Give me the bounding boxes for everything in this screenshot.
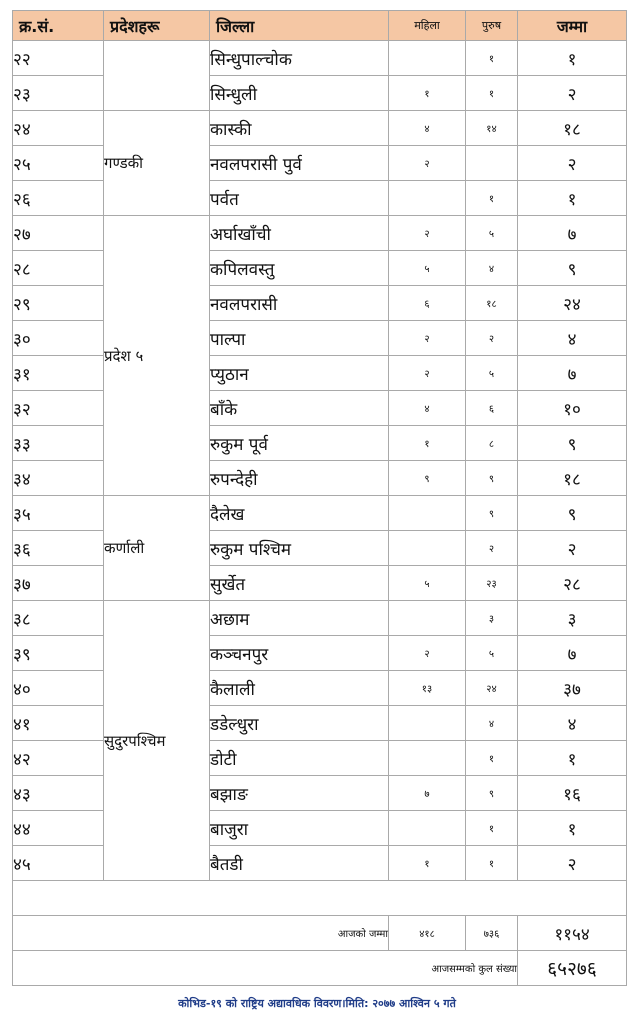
serial-number-cell: ३८ [13, 601, 104, 636]
total-count-cell: ३ [518, 601, 627, 636]
district-cell: बैतडी [210, 846, 389, 881]
total-count-cell: २ [518, 76, 627, 111]
male-count-cell: ४ [466, 706, 518, 741]
table-body [13, 41, 627, 986]
header-sn: क्र.सं. [13, 11, 104, 41]
total-count-cell: ९ [518, 251, 627, 286]
district-cell: डोटी [210, 741, 389, 776]
total-count-cell: ४ [518, 321, 627, 356]
total-count-cell: २ [518, 531, 627, 566]
district-cell: कञ्चनपुर [210, 636, 389, 671]
male-count-cell: १ [466, 76, 518, 111]
bottom-spacer [13, 881, 627, 916]
header-female: महिला [389, 11, 466, 41]
district-cell: बाजुरा [210, 811, 389, 846]
total-count-cell: १ [518, 41, 627, 76]
total-count-cell: २ [518, 146, 627, 181]
female-count-cell: ६ [389, 286, 466, 321]
male-count-cell: १ [466, 741, 518, 776]
header-province: प्रदेशहरू [104, 11, 210, 41]
header-total: जम्मा [518, 11, 627, 41]
district-cell: पाल्पा [210, 321, 389, 356]
female-count-cell: १ [389, 426, 466, 461]
female-count-cell: २ [389, 216, 466, 251]
serial-number-cell: २२ [13, 41, 104, 76]
serial-number-cell: २७ [13, 216, 104, 251]
female-count-cell: २ [389, 356, 466, 391]
district-cell: अछाम [210, 601, 389, 636]
total-count-cell: १० [518, 391, 627, 426]
district-cell: कैलाली [210, 671, 389, 706]
female-count-cell: ४ [389, 391, 466, 426]
male-count-cell: ५ [466, 216, 518, 251]
district-cell: नवलपरासी पुर्व [210, 146, 389, 181]
male-count-cell: ४ [466, 251, 518, 286]
female-count-cell: १ [389, 76, 466, 111]
female-count-cell: ४ [389, 111, 466, 146]
male-count-cell: १४ [466, 111, 518, 146]
total-count-cell: ९ [518, 496, 627, 531]
male-count-cell: ८ [466, 426, 518, 461]
female-count-cell [389, 741, 466, 776]
male-count-cell: ६ [466, 391, 518, 426]
district-cell: दैलेख [210, 496, 389, 531]
district-cases-table [12, 10, 627, 986]
serial-number-cell: २३ [13, 76, 104, 111]
male-count-cell: ९ [466, 496, 518, 531]
today-total-label: आजको जम्मा [13, 916, 389, 951]
female-count-cell: २ [389, 146, 466, 181]
male-count-cell: १ [466, 41, 518, 76]
district-cell: सिन्धुली [210, 76, 389, 111]
male-count-cell: ३ [466, 601, 518, 636]
male-count-cell: २ [466, 531, 518, 566]
table-row [13, 111, 627, 146]
total-count-cell: ३७ [518, 671, 627, 706]
female-count-cell [389, 706, 466, 741]
serial-number-cell: ४४ [13, 811, 104, 846]
male-count-cell: १८ [466, 286, 518, 321]
serial-number-cell: ३२ [13, 391, 104, 426]
cumulative-total: ६५२७६ [518, 951, 627, 986]
header-district: जिल्ला [210, 11, 389, 41]
female-count-cell [389, 41, 466, 76]
female-count-cell: ९ [389, 461, 466, 496]
total-count-cell: १ [518, 181, 627, 216]
female-count-cell: ५ [389, 566, 466, 601]
district-cell: पर्वत [210, 181, 389, 216]
female-count-cell [389, 496, 466, 531]
district-cell: रुपन्देही [210, 461, 389, 496]
serial-number-cell: २८ [13, 251, 104, 286]
male-count-cell: १ [466, 811, 518, 846]
serial-number-cell: ३० [13, 321, 104, 356]
table-row [13, 41, 627, 76]
total-count-cell: ९ [518, 426, 627, 461]
cumulative-row [13, 951, 627, 986]
district-cell: डडेल्धुरा [210, 706, 389, 741]
total-count-cell: १८ [518, 461, 627, 496]
serial-number-cell: ३६ [13, 531, 104, 566]
serial-number-cell: ३९ [13, 636, 104, 671]
serial-number-cell: ४२ [13, 741, 104, 776]
total-count-cell: १६ [518, 776, 627, 811]
province-cell: प्रदेश ५ [104, 216, 210, 496]
serial-number-cell: ३१ [13, 356, 104, 391]
total-count-cell: २४ [518, 286, 627, 321]
table-row [13, 601, 627, 636]
serial-number-cell: २६ [13, 181, 104, 216]
cumulative-label: आजसम्मको कुल संख्या [13, 951, 518, 986]
table-row [13, 216, 627, 251]
serial-number-cell: ३७ [13, 566, 104, 601]
serial-number-cell: ४० [13, 671, 104, 706]
header-male: पुरुष [466, 11, 518, 41]
female-count-cell: १ [389, 846, 466, 881]
province-cell: सुदुरपश्चिम [104, 601, 210, 881]
serial-number-cell: २९ [13, 286, 104, 321]
male-count-cell [466, 146, 518, 181]
district-cell: सुर्खेत [210, 566, 389, 601]
district-cell: अर्घाखाँची [210, 216, 389, 251]
male-count-cell: २ [466, 321, 518, 356]
table-row [13, 496, 627, 531]
serial-number-cell: ३३ [13, 426, 104, 461]
female-count-cell [389, 811, 466, 846]
province-cell: कर्णाली [104, 496, 210, 601]
district-cell: सिन्धुपाल्चोक [210, 41, 389, 76]
male-count-cell: ५ [466, 356, 518, 391]
district-cell: बाँके [210, 391, 389, 426]
serial-number-cell: ३५ [13, 496, 104, 531]
female-count-cell: २ [389, 636, 466, 671]
female-count-cell: १३ [389, 671, 466, 706]
district-cell: प्युठान [210, 356, 389, 391]
female-count-cell: ५ [389, 251, 466, 286]
total-count-cell: २ [518, 846, 627, 881]
serial-number-cell: ४३ [13, 776, 104, 811]
header-row [13, 11, 627, 41]
female-count-cell [389, 531, 466, 566]
total-count-cell: १८ [518, 111, 627, 146]
female-count-cell [389, 601, 466, 636]
province-cell: गण्डकी [104, 111, 210, 216]
today-total-row [13, 916, 627, 951]
serial-number-cell: २५ [13, 146, 104, 181]
district-cell: बझाङ [210, 776, 389, 811]
province-cell [104, 41, 210, 111]
total-count-cell: १ [518, 741, 627, 776]
total-count-cell: ७ [518, 356, 627, 391]
total-count-cell: २८ [518, 566, 627, 601]
male-count-cell: ९ [466, 461, 518, 496]
district-cell: रुकुम पूर्व [210, 426, 389, 461]
district-cell: कास्की [210, 111, 389, 146]
today-grand-total: ११५४ [518, 916, 627, 951]
serial-number-cell: ४१ [13, 706, 104, 741]
total-count-cell: ७ [518, 636, 627, 671]
total-count-cell: ४ [518, 706, 627, 741]
male-count-cell: २३ [466, 566, 518, 601]
serial-number-cell: ३४ [13, 461, 104, 496]
district-cell: रुकुम पश्चिम [210, 531, 389, 566]
serial-number-cell: २४ [13, 111, 104, 146]
serial-number-cell: ४५ [13, 846, 104, 881]
female-count-cell: २ [389, 321, 466, 356]
male-count-cell: १ [466, 181, 518, 216]
district-cell: कपिलवस्तु [210, 251, 389, 286]
male-count-cell: १ [466, 846, 518, 881]
district-cell: नवलपरासी [210, 286, 389, 321]
female-count-cell: ७ [389, 776, 466, 811]
male-count-cell: ९ [466, 776, 518, 811]
footer-caption: कोभिड-१९ को राष्ट्रिय अद्यावधिक विवरण।मिति: २०७७ आश्विन ५ गते [178, 997, 456, 1010]
male-count-cell: २४ [466, 671, 518, 706]
female-count-cell [389, 181, 466, 216]
total-count-cell: १ [518, 811, 627, 846]
today-male-total: ७३६ [466, 916, 518, 951]
today-female-total: ४१८ [389, 916, 466, 951]
male-count-cell: ५ [466, 636, 518, 671]
total-count-cell: ७ [518, 216, 627, 251]
